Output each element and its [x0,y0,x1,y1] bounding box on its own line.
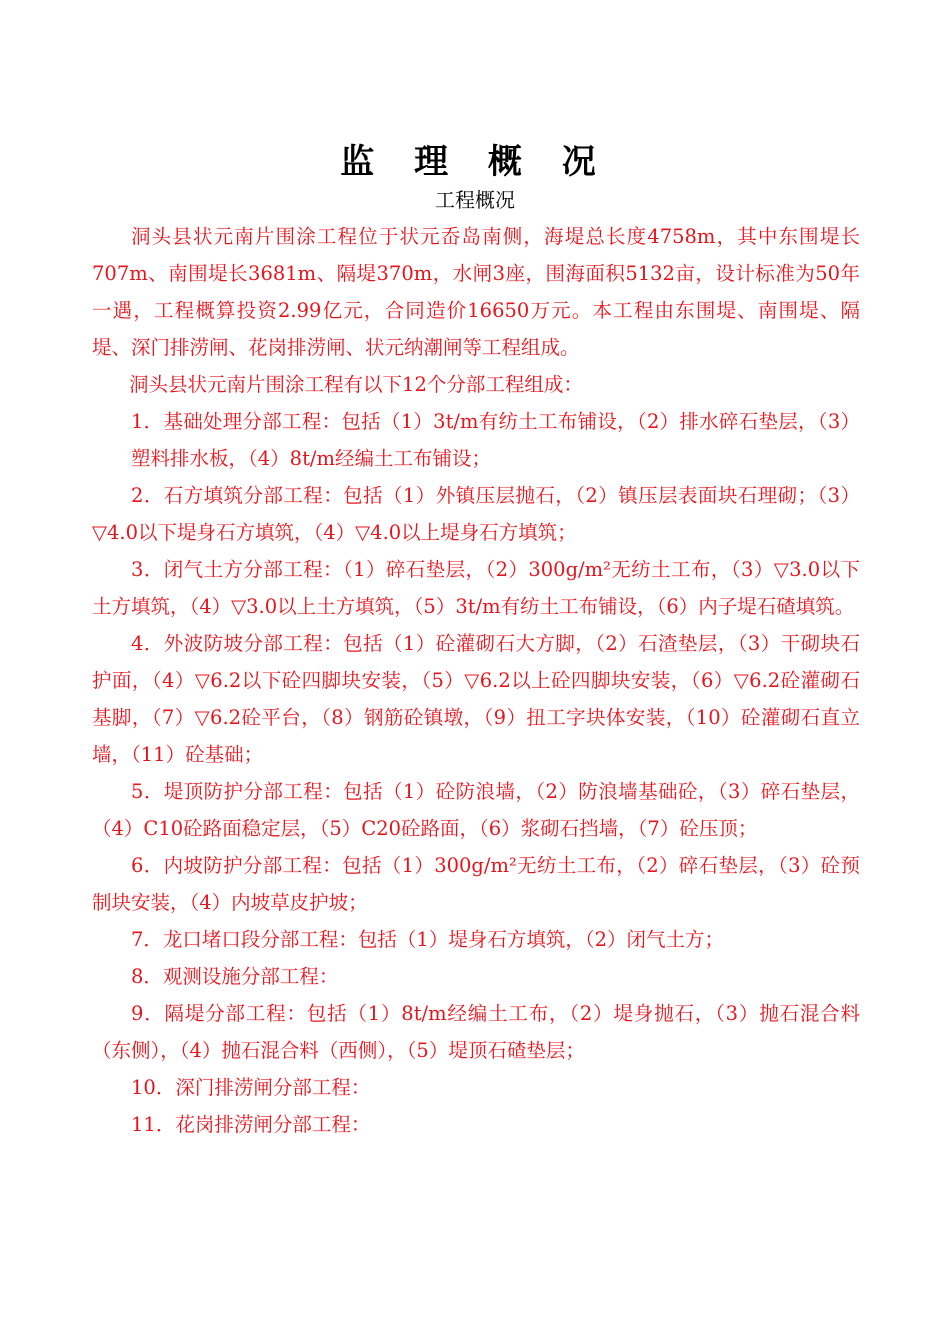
paragraph-item-2: 2．石方填筑分部工程：包括（1）外镇压层抛石，（2）镇压层表面块石理砌；（3）▽4.0以下堤身石方填筑，（4）▽4.0以上堤身石方填筑； [92,484,860,544]
paragraph-item-5: 5．堤顶防护分部工程：包括（1）砼防浪墙，（2）防浪墙基础砼，（3）碎石垫层，（4）C10砼路面稳定层，（5）C20砼路面，（6）浆砌石挡墙，（7）砼压顶； [92,780,860,840]
paragraph-item-11: 11．花岗排涝闸分部工程： [131,1113,371,1136]
paragraph-item-7: 7．龙口堵口段分部工程：包括（1）堤身石方填筑，（2）闭气土方； [131,928,724,951]
paragraph-overview: 洞头县状元南片围涂工程位于状元岙岛南侧，海堤总长度4758m，其中东围堤长707m、南围堤长3681m、隔堤370m，水闸3座，围海面积5132亩，设计标准为50年一遇，工程概算投资2.99亿元，合同造价16650万元。本工程由东围堤、南围堤、隔堤、深门排涝闸、花岗排涝闸、状元纳潮闸等工程组成。 [92,225,860,359]
paragraph-item-4: 4．外波防坡分部工程：包括（1）砼灌砌石大方脚，（2）石渣垫层，（3）干砌块石护面，（4）▽6.2以下砼四脚块安装，（5）▽6.2以上砼四脚块安装，（6）▽6.2砼灌砌石基脚，（7）▽6.2砼平台，（8）钢筋砼镇墩，（9）扭工字块体安装，（10）砼灌砌石直立墙，（11）砼基础； [92,632,860,766]
section-subtitle: 工程概况 [435,188,515,212]
page-title: 监 理 概 况 [340,142,610,182]
document-body [92,218,860,1143]
paragraph-item-3: 3．闭气土方分部工程：（1）碎石垫层，（2）300g/m²无纺土工布，（3）▽3.0以下土方填筑，（4）▽3.0以上土方填筑，（5）3t/m有纺土工布铺设，（6）内子堤石碴填筑。 [92,558,860,618]
paragraph-item-10: 10．深门排涝闸分部工程： [131,1076,371,1099]
paragraph-item-8: 8．观测设施分部工程： [131,965,339,988]
paragraph-item-6: 6．内坡防护分部工程：包括（1）300g/m²无纺土工布，（2）碎石垫层，（3）砼预制块安装，（4）内坡草皮护坡； [92,854,860,914]
paragraph-item-9: 9．隔堤分部工程：包括（1）8t/m经编土工布，（2）堤身抛石，（3）抛石混合料（东侧），（4）抛石混合料（西侧），（5）堤顶石碴垫层； [92,1002,860,1062]
paragraph-item-1: 1．基础处理分部工程：包括（1）3t/m有纺土工布铺设，（2）排水碎石垫层，（3）塑料排水板，（4）8t/m经编土工布铺设； [131,410,860,470]
paragraph-intro-list: 洞头县状元南片围涂工程有以下12个分部工程组成： [129,373,583,396]
